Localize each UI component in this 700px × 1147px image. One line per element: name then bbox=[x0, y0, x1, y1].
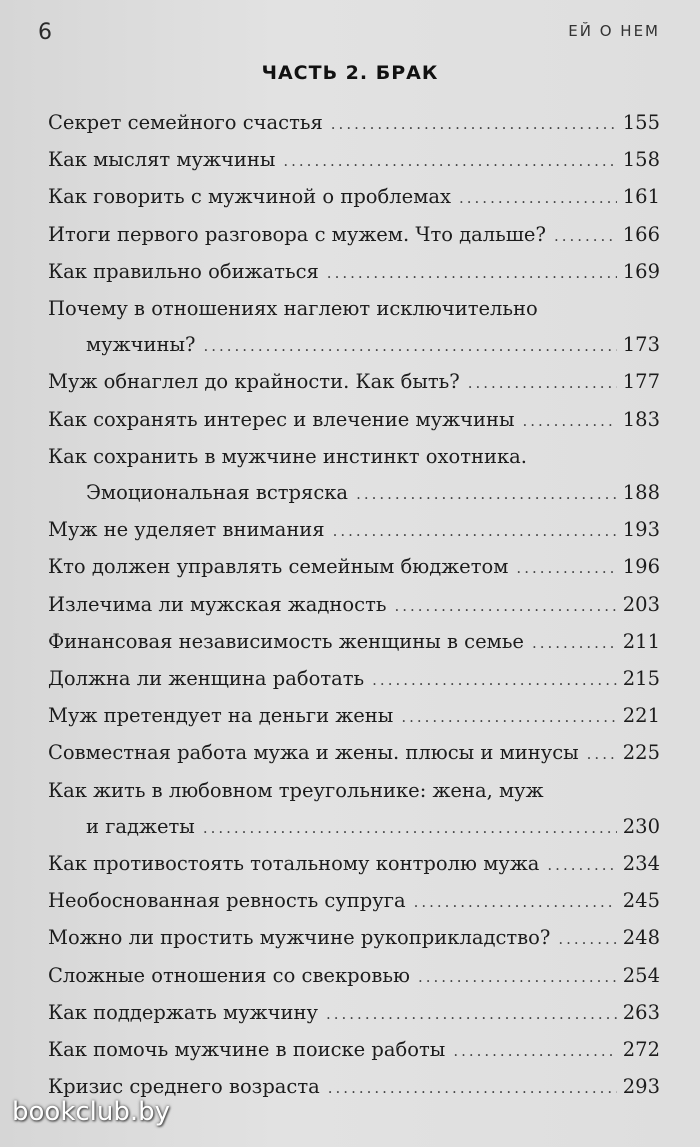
dot-leader bbox=[418, 959, 617, 995]
toc-entry-page: 234 bbox=[622, 852, 660, 876]
toc-entry bbox=[48, 512, 660, 549]
dot-leader bbox=[394, 588, 616, 624]
toc-entry-title: Муж обнаглел до крайности. Как быть? bbox=[48, 370, 460, 394]
toc-entry-page: 158 bbox=[622, 148, 660, 172]
dot-leader bbox=[328, 1070, 617, 1106]
toc-entry bbox=[48, 217, 660, 254]
dot-leader bbox=[558, 921, 616, 957]
dot-leader bbox=[468, 365, 617, 401]
dot-leader bbox=[532, 625, 617, 661]
toc-entry-page: 173 bbox=[622, 333, 660, 357]
toc-entry bbox=[48, 735, 660, 772]
toc-entry bbox=[48, 958, 660, 995]
toc-entry-title-line1: Как жить в любовном треугольнике: жена, муж bbox=[48, 778, 544, 802]
toc-entry-title: Как противостоять тотальному контролю мужа bbox=[48, 852, 540, 876]
toc-entry-title: Совместная работа мужа и жены. плюсы и минусы bbox=[48, 741, 579, 765]
toc-entry-title: Кризис среднего возраста bbox=[48, 1075, 320, 1099]
toc-entry-title-line2: Эмоциональная встряска bbox=[86, 481, 349, 505]
toc-entry-page: 211 bbox=[622, 629, 660, 653]
toc-entry-page: 188 bbox=[622, 481, 660, 505]
toc-entry-title: Как говорить с мужчиной о проблемах bbox=[48, 185, 451, 209]
toc-entry-page: 221 bbox=[622, 704, 660, 728]
dot-leader bbox=[203, 328, 616, 364]
toc-entry-title: Излечима ли мужская жадность bbox=[48, 592, 387, 616]
dot-leader bbox=[401, 699, 616, 735]
toc-entry bbox=[48, 142, 660, 179]
toc-entry bbox=[48, 587, 660, 624]
toc-entry-page: 225 bbox=[622, 741, 660, 765]
toc-entry-page: 193 bbox=[622, 518, 660, 542]
toc-entry-page: 183 bbox=[622, 407, 660, 431]
dot-leader bbox=[516, 550, 616, 586]
toc-entry bbox=[48, 364, 660, 401]
toc-entry-page: 215 bbox=[622, 667, 660, 691]
toc-entry bbox=[48, 439, 660, 512]
toc-entry-title: Необоснованная ревность супруга bbox=[48, 889, 406, 913]
toc-entry-page: 254 bbox=[622, 963, 660, 987]
toc-entry bbox=[48, 698, 660, 735]
toc-entry-title: Итоги первого разговора с мужем. Что дальше? bbox=[48, 222, 546, 246]
dot-leader bbox=[326, 996, 617, 1032]
dot-leader bbox=[372, 662, 617, 698]
dot-leader bbox=[414, 884, 617, 920]
toc-entry bbox=[48, 402, 660, 439]
toc-entry-title: Финансовая независимость женщины в семье bbox=[48, 629, 524, 653]
toc-entry-page: 196 bbox=[622, 555, 660, 579]
dot-leader bbox=[283, 143, 616, 179]
toc-entry-page: 245 bbox=[622, 889, 660, 913]
toc-entry-title-line1: Почему в отношениях наглеют исключительно bbox=[48, 297, 538, 321]
toc-entry-title-line1: Как сохранить в мужчине инстинкт охотника. bbox=[48, 444, 527, 468]
toc-entry bbox=[48, 995, 660, 1032]
toc-entry-title: Муж не уделяет внимания bbox=[48, 518, 325, 542]
toc-entry-title: Кто должен управлять семейным бюджетом bbox=[48, 555, 509, 579]
toc-entry-page: 263 bbox=[622, 1000, 660, 1024]
toc-entry-page: 155 bbox=[622, 111, 660, 134]
toc-entry-page: 169 bbox=[622, 259, 660, 283]
dot-leader bbox=[547, 847, 616, 883]
toc-entry bbox=[48, 291, 660, 364]
toc-entry bbox=[48, 105, 660, 142]
toc-entry-title-line2: мужчины? bbox=[86, 333, 196, 357]
toc-entry-page: 161 bbox=[622, 185, 660, 209]
toc-entry-page: 177 bbox=[622, 370, 660, 394]
dot-leader bbox=[327, 255, 617, 291]
toc-entry-page: 272 bbox=[622, 1038, 660, 1062]
toc-entry-page: 230 bbox=[622, 814, 660, 838]
section-title: ЧАСТЬ 2. БРАК bbox=[261, 62, 439, 84]
toc-entry-title: Как правильно обижаться bbox=[48, 259, 319, 283]
dot-leader bbox=[203, 810, 617, 846]
dot-leader bbox=[587, 736, 617, 772]
toc-entry-title: Сложные отношения со свекровью bbox=[48, 963, 410, 987]
toc-entry bbox=[48, 624, 660, 661]
toc-entry-page: 203 bbox=[622, 592, 660, 616]
dot-leader bbox=[523, 403, 617, 439]
dot-leader bbox=[554, 218, 617, 254]
toc-entry bbox=[48, 549, 660, 586]
toc-entry-title: Можно ли простить мужчине рукоприкладство? bbox=[48, 926, 551, 950]
toc-entry-title: Как сохранять интерес и влечение мужчины bbox=[48, 407, 515, 431]
toc-entry-title: Как мыслят мужчины bbox=[48, 148, 276, 172]
dot-leader bbox=[333, 513, 617, 549]
table-of-contents bbox=[48, 105, 660, 1106]
dot-leader bbox=[459, 180, 617, 216]
dot-leader bbox=[331, 106, 617, 142]
toc-entry-page: 248 bbox=[622, 926, 660, 950]
toc-entry bbox=[48, 254, 660, 291]
toc-entry-title-line2: и гаджеты bbox=[86, 814, 195, 838]
dot-leader bbox=[453, 1033, 616, 1069]
toc-entry bbox=[48, 883, 660, 920]
site-watermark: bookclub.by bbox=[12, 1097, 171, 1127]
toc-entry-title: Секрет семейного счастья bbox=[48, 111, 323, 134]
running-head: ЕЙ О НЕМ bbox=[568, 22, 660, 40]
toc-entry bbox=[48, 920, 660, 957]
toc-entry-title: Как помочь мужчине в поиске работы bbox=[48, 1038, 446, 1062]
dot-leader bbox=[356, 476, 621, 512]
toc-entry bbox=[48, 773, 660, 846]
toc-entry-page: 166 bbox=[622, 222, 660, 246]
toc-entry-page: 293 bbox=[622, 1075, 660, 1099]
toc-entry bbox=[48, 846, 660, 883]
toc-entry-title: Как поддержать мужчину bbox=[48, 1000, 318, 1024]
toc-entry-title: Должна ли женщина работать bbox=[48, 667, 365, 691]
toc-entry bbox=[48, 1032, 660, 1069]
toc-entry bbox=[48, 661, 660, 698]
toc-entry bbox=[48, 179, 660, 216]
toc-entry-title: Муж претендует на деньги жены bbox=[48, 704, 394, 728]
page-number: 6 bbox=[38, 20, 52, 45]
